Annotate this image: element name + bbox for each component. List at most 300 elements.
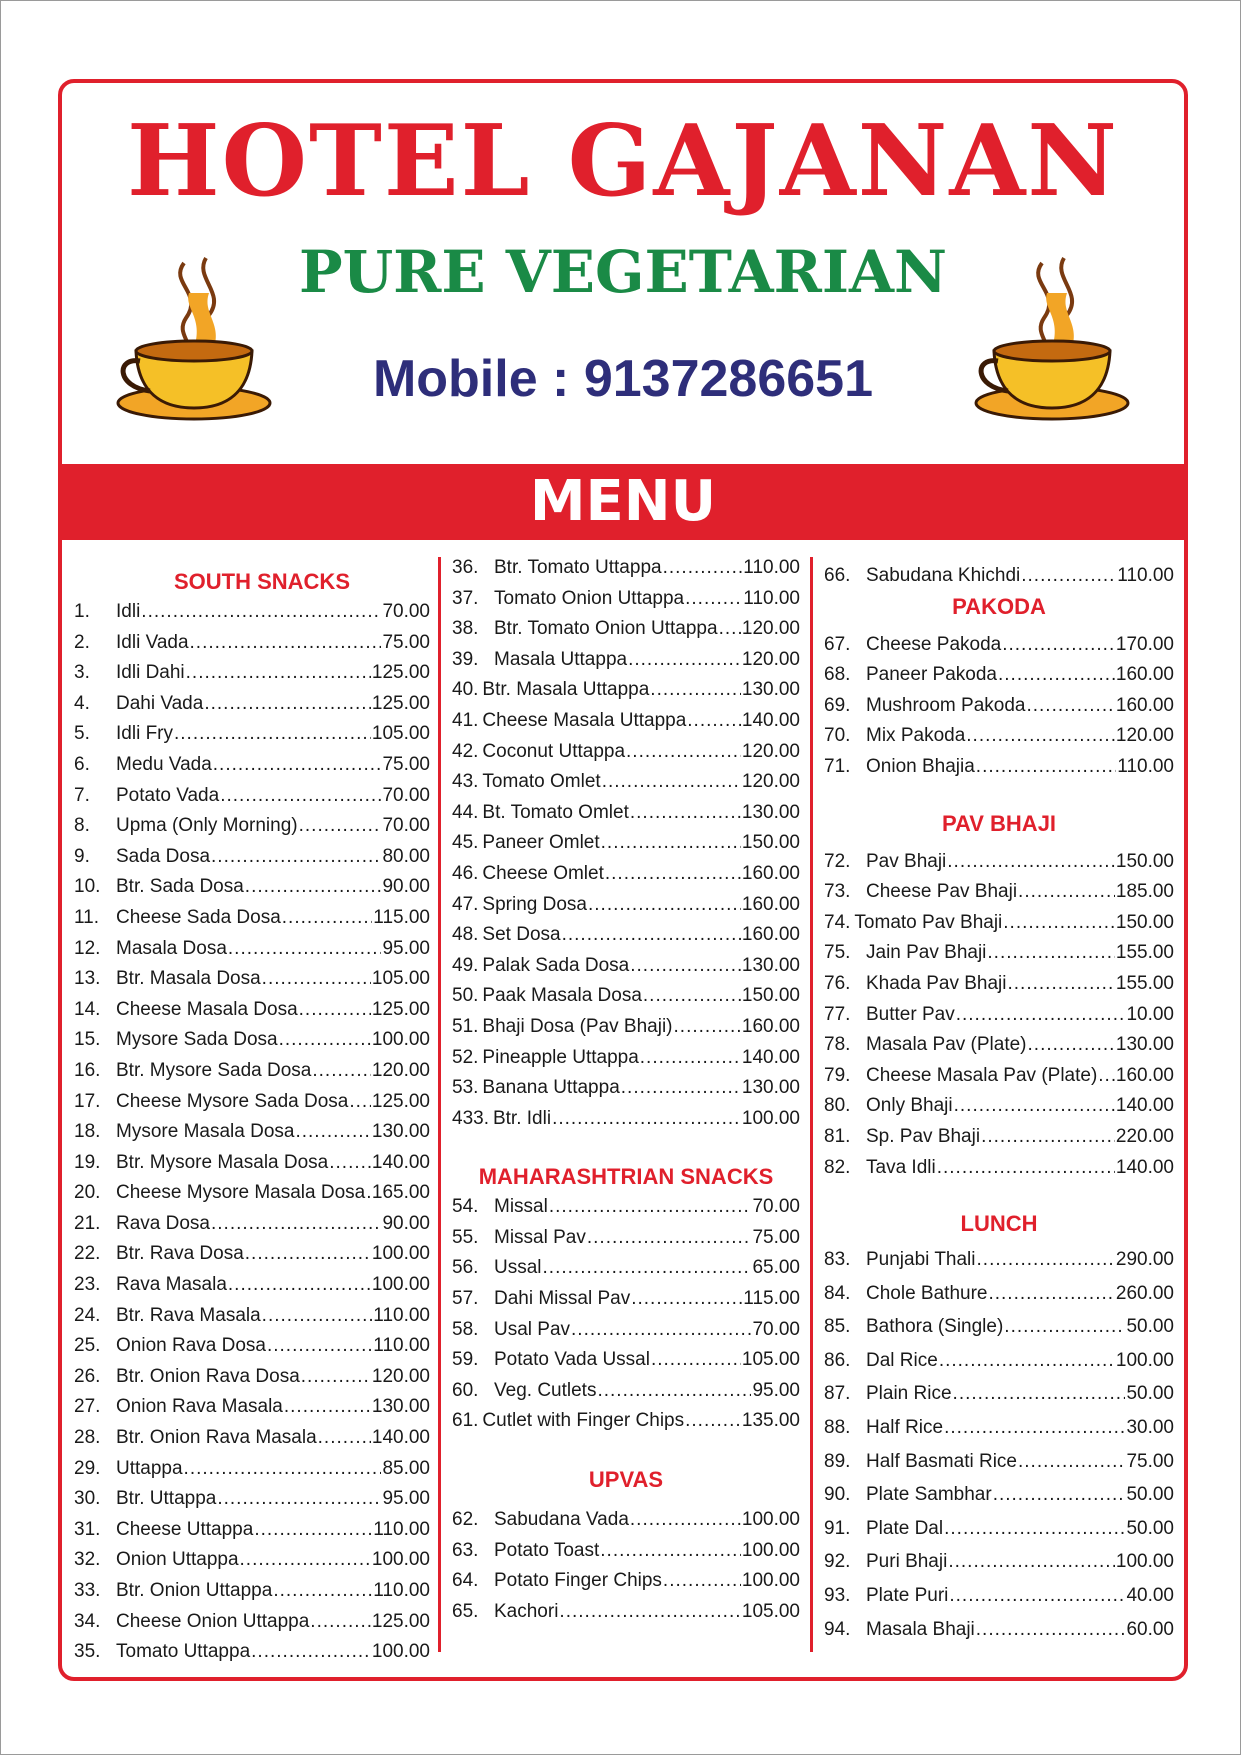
menu-item [452,1012,800,1043]
dot-leader [953,1377,1126,1411]
item-price: 130.00 [741,801,800,823]
item-price: 125.00 [371,692,430,714]
item-name: Tomato Onion Uttappa [494,587,685,609]
dot-leader [600,1536,741,1567]
item-number: 93. [824,1585,851,1607]
item-name: Cheese Sada Dosa [116,906,281,928]
item-number: 56. [452,1257,479,1279]
item-name: Onion Uttappa [116,1549,239,1571]
menu-item [452,675,800,706]
menu-item [74,964,430,995]
item-price: 100.00 [371,1549,430,1571]
section-title-lunch: LUNCH [960,1211,1038,1237]
dot-leader [993,1478,1126,1512]
item-price: 50.00 [1126,1383,1174,1405]
dot-leader [602,767,741,798]
menu-item [452,1505,800,1536]
item-price: 130.00 [371,1121,430,1143]
item-name: Potato Vada [116,784,220,806]
item-name: Mushroom Pakoda [866,694,1026,716]
item-price: 135.00 [741,1410,800,1432]
menu-item [824,877,1174,908]
item-price: 150.00 [1115,911,1174,933]
south-snacks-list [74,597,430,1668]
menu-item [824,1030,1174,1061]
dot-leader [626,737,741,768]
item-number: 79. [824,1064,851,1086]
item-price: 110.00 [1117,565,1174,586]
item-name: Cheese Masala Uttappa [482,709,687,731]
item-number: 89. [824,1450,851,1472]
item-price: 100.00 [371,1029,430,1051]
item-number: 88. [824,1417,851,1439]
dot-leader [228,934,382,965]
item-price: 125.00 [371,662,430,684]
item-price: 95.00 [382,937,430,959]
menu-item [824,721,1174,752]
menu-item [824,1344,1174,1378]
menu-column-2 [452,553,800,1627]
item-name: Sada Dosa [116,845,211,867]
item-number: 46. [452,862,479,884]
item-name: Onion Rava Masala [116,1396,283,1418]
item-name: Veg. Cutlets [494,1379,597,1401]
item-number: 71. [824,755,851,777]
item-number: 22. [74,1243,101,1265]
dot-leader [549,1192,752,1223]
dot-leader [299,811,382,842]
dot-leader [349,1087,371,1118]
uttappa-list [452,553,800,1134]
item-price: 140.00 [1115,1156,1174,1178]
item-number: 35. [74,1641,101,1663]
dot-leader [981,1122,1115,1153]
item-price: 70.00 [752,1318,800,1340]
menu-item [74,628,430,659]
dot-leader [976,1613,1126,1647]
menu-item [452,798,800,829]
menu-item [74,1423,430,1454]
item-price: 130.00 [741,1077,800,1099]
item-number: 37. [452,587,479,609]
item-number: 10. [74,876,101,898]
item-name: Dahi Vada [116,692,204,714]
item-price: 100.00 [1115,1551,1174,1573]
item-number: 5. [74,723,90,745]
item-name: Btr. Idli [492,1107,552,1129]
item-number: 75. [824,942,851,964]
menu-item [824,1478,1174,1512]
item-number: 30. [74,1488,101,1510]
item-name: Btr. Uttappa [116,1488,217,1510]
item-name: Tomato Omlet [482,771,601,793]
menu-item [824,561,1174,592]
item-number: 23. [74,1274,101,1296]
item-price: 100.00 [1115,1349,1174,1371]
menu-column-3 [824,553,1174,1646]
item-price: 125.00 [371,1610,430,1632]
menu-item [824,1153,1174,1184]
menu-item [452,584,800,615]
menu-item [74,1392,430,1423]
menu-item [74,689,430,720]
dot-leader [552,1104,741,1135]
item-price: 160.00 [1115,1064,1174,1086]
section-title-pav-bhaji: PAV BHAJI [941,810,1057,836]
item-number: 47. [452,893,479,915]
menu-item [74,842,430,873]
item-name: Btr. Onion Rava Dosa [116,1365,300,1387]
item-number: 57. [452,1288,479,1310]
item-price: 120.00 [371,1365,430,1387]
section-title-south-snacks: SOUTH SNACKS [173,569,350,594]
item-number: 54. [452,1196,479,1218]
dot-leader [977,1243,1115,1277]
coffee-cup-icon [114,253,274,433]
item-name: Potato Toast [494,1539,600,1561]
item-name: Plate Dal [866,1517,944,1539]
dot-leader [240,1545,371,1576]
item-number: 53. [452,1077,479,1099]
item-number: 3. [74,662,90,684]
item-name: Sabudana Vada [494,1509,629,1531]
item-name: Medu Vada [116,753,212,775]
item-number: 52. [452,1046,479,1068]
item-name: Cheese Mysore Sada Dosa [116,1090,349,1112]
menu-item [74,1025,430,1056]
item-name: Idli Vada [116,631,189,653]
menu-item [74,1270,430,1301]
menu-item [452,553,800,584]
item-number: 83. [824,1249,851,1271]
dot-leader [184,1454,382,1485]
item-number: 81. [824,1125,851,1147]
menu-item [452,1315,800,1346]
item-name: Cheese Masala Dosa [116,998,298,1020]
item-price: 80.00 [382,845,430,867]
item-number: 32. [74,1549,101,1571]
dot-leader [571,1315,751,1346]
item-name: Chole Bathure [866,1282,988,1304]
dot-leader [1098,1061,1115,1092]
menu-item [824,908,1174,939]
dot-leader [976,752,1117,783]
menu-item [824,1445,1174,1479]
menu-item [452,706,800,737]
item-price: 140.00 [741,709,800,731]
item-number: 33. [74,1580,101,1601]
dot-leader [1026,691,1114,722]
item-name: Btr. Masala Uttappa [482,679,650,701]
pav-bhaji-list [824,847,1174,1184]
dot-leader [948,1545,1115,1579]
item-number: 13. [74,968,101,990]
item-price: 220.00 [1115,1125,1174,1147]
dot-leader [213,750,382,781]
item-price: 110.00 [743,587,800,609]
menu-item [824,691,1174,722]
item-number: 69. [824,694,851,716]
item-name: Cutlet with Finger Chips [482,1410,685,1432]
tagline: PURE VEGETARIAN [298,238,948,306]
menu-column-1 [74,553,430,1668]
menu-item [74,1178,430,1209]
item-name: Cheese Uttappa [116,1518,254,1540]
item-price: 150.00 [1115,850,1174,872]
menu-item [74,1545,430,1576]
item-price: 140.00 [1115,1095,1174,1117]
dot-leader [1004,1310,1125,1344]
dot-leader [174,719,371,750]
item-price: 100.00 [371,1243,430,1265]
menu-item [452,1597,800,1628]
dot-leader [310,1607,371,1638]
item-price: 120.00 [741,740,800,762]
item-price: 140.00 [741,1046,800,1068]
menu-item [452,1345,800,1376]
item-number: 49. [452,954,479,976]
item-number: 44. [452,801,479,823]
item-number: 43. [452,771,479,793]
item-price: 105.00 [741,1349,800,1371]
item-number: 15. [74,1029,101,1051]
item-name: Dahi Missal Pav [494,1288,631,1310]
item-number: 31. [74,1518,101,1540]
menu-item [824,1613,1174,1647]
item-name: Idli [116,601,141,622]
menu-item [452,1223,800,1254]
item-number: 77. [824,1003,851,1025]
dot-leader [944,1411,1125,1445]
menu-item [74,1515,430,1546]
dot-leader [1018,1445,1125,1479]
item-name: Masala Uttappa [494,648,628,670]
item-price: 260.00 [1115,1282,1174,1304]
item-price: 110.00 [373,1304,430,1326]
item-number: 4. [74,692,90,714]
item-name: Coconut Uttappa [482,740,626,762]
dot-leader [949,1579,1125,1613]
item-name: Potato Vada Ussal [494,1349,650,1371]
menu-item [824,1545,1174,1579]
item-price: 70.00 [752,1196,800,1218]
item-name: Btr. Onion Rava Masala [116,1427,317,1449]
item-number: 7. [74,784,90,806]
dot-leader [685,584,742,615]
dot-leader [966,721,1115,752]
item-price: 120.00 [1115,725,1174,747]
item-name: Punjabi Thali [866,1249,976,1271]
item-number: 433. [452,1107,489,1129]
item-number: 80. [824,1095,851,1117]
item-name: Onion Rava Dosa [116,1335,266,1357]
item-number: 91. [824,1517,851,1539]
dot-leader [211,1209,381,1240]
menu-item [74,1209,430,1240]
item-price: 110.00 [373,1518,430,1540]
section-title-upvas: UPVAS [588,1467,664,1493]
item-number: 17. [74,1090,101,1112]
item-number: 84. [824,1282,851,1304]
dot-leader [251,1637,371,1668]
item-price: 75.00 [382,631,430,653]
menu-item [74,1056,430,1087]
dot-leader [254,1515,372,1546]
menu-item [824,660,1174,691]
item-number: 41. [452,709,479,731]
dot-leader [245,1239,371,1270]
item-name: Ussal [494,1257,542,1279]
item-number: 8. [74,815,90,837]
item-name: Tomato Pav Bhaji [854,911,1003,933]
item-price: 65.00 [752,1257,800,1279]
menu-item [74,1484,430,1515]
item-price: 40.00 [1126,1585,1174,1607]
dot-leader [1003,908,1115,939]
dot-leader [954,1091,1115,1122]
item-name: Kachori [494,1600,559,1622]
dot-leader [211,842,381,873]
menu-item [74,1301,430,1332]
item-number: 86. [824,1349,851,1371]
dot-leader [998,660,1115,691]
dot-leader [630,951,741,982]
item-price: 110.00 [743,557,800,578]
menu-item [824,938,1174,969]
item-price: 75.00 [382,753,430,775]
item-name: Potato Finger Chips [494,1570,662,1592]
menu-item [74,934,430,965]
item-name: Set Dosa [482,924,561,946]
menu-item [452,1253,800,1284]
item-price: 170.00 [1115,633,1174,655]
item-name: Paak Masala Dosa [482,985,642,1007]
item-number: 51. [452,1015,479,1037]
menu-item [824,1243,1174,1277]
menu-item [824,1000,1174,1031]
menu-item [452,645,800,676]
menu-item [452,1104,800,1135]
dot-leader [947,847,1115,878]
dot-leader [282,903,373,934]
menu-item [824,1061,1174,1092]
item-number: 24. [74,1304,101,1326]
item-number: 72. [824,850,851,872]
menu-item [452,1284,800,1315]
item-price: 100.00 [371,1641,430,1663]
item-price: 155.00 [1115,972,1174,994]
dot-leader [597,1376,751,1407]
item-number: 38. [452,618,479,640]
dot-leader [631,1284,742,1315]
menu-item [824,1277,1174,1311]
dot-leader [1028,1030,1115,1061]
dot-leader [685,1406,741,1437]
item-name: Puri Bhaji [866,1551,948,1573]
item-price: 70.00 [382,815,430,837]
lunch-list [824,1243,1174,1646]
item-number: 28. [74,1427,101,1449]
item-price: 110.00 [373,1335,430,1357]
item-price: 130.00 [741,679,800,701]
dot-leader [262,964,371,995]
item-name: Btr. Tomato Uttappa [494,557,662,578]
menu-item [74,658,430,689]
item-number: 27. [74,1396,101,1418]
item-price: 10.00 [1126,1003,1174,1025]
item-price: 30.00 [1126,1417,1174,1439]
item-price: 150.00 [741,985,800,1007]
dot-leader [674,1012,741,1043]
item-price: 160.00 [1115,694,1174,716]
menu-item [74,1239,430,1270]
menu-item [452,1566,800,1597]
item-name: Cheese Masala Pav (Plate) [866,1064,1098,1086]
item-price: 75.00 [752,1226,800,1248]
menu-item [824,752,1174,783]
item-name: Khada Pav Bhaji [866,972,1007,994]
dot-leader [228,1270,371,1301]
item-name: Missal [494,1196,548,1218]
item-name: Btr. Onion Uttappa [116,1580,273,1601]
item-price: 125.00 [371,1090,430,1112]
menu-item [74,903,430,934]
item-number: 59. [452,1349,479,1371]
item-number: 64. [452,1570,479,1592]
menu-item [74,719,430,750]
dot-leader [204,689,371,720]
item-price: 100.00 [741,1570,800,1592]
menu-item [452,828,800,859]
item-number: 14. [74,998,101,1020]
item-price: 120.00 [371,1059,430,1081]
menu-item [824,1310,1174,1344]
menu-card [58,79,1188,1681]
item-name: Spring Dosa [482,893,587,915]
dot-leader [562,920,741,951]
item-number: 63. [452,1539,479,1561]
dot-leader [937,1153,1115,1184]
item-name: Sp. Pav Bhaji [866,1125,981,1147]
dot-leader [559,1597,740,1628]
item-number: 50. [452,985,479,1007]
dot-leader [190,628,382,659]
dot-leader [587,1223,752,1254]
item-number: 21. [74,1212,101,1234]
item-price: 115.00 [373,906,430,928]
dot-leader [663,1566,741,1597]
item-name: Btr. Masala Dosa [116,968,261,990]
dot-leader [987,938,1114,969]
dot-leader [630,1505,741,1536]
item-price: 110.00 [1117,755,1174,777]
item-number: 73. [824,881,851,903]
column-divider [438,557,441,1652]
item-name: Cheese Pav Bhaji [866,881,1018,903]
dot-leader [284,1392,371,1423]
dot-leader [663,553,743,584]
item-price: 150.00 [741,832,800,854]
item-name: Btr. Mysore Masala Dosa [116,1151,329,1173]
item-price: 165.00 [371,1182,430,1204]
item-price: 90.00 [382,1212,430,1234]
section-title-maharashtrian: MAHARASHTRIAN SNACKS [478,1164,774,1190]
dot-leader [956,1000,1126,1031]
menu-item [74,1117,430,1148]
item-price: 120.00 [741,771,800,793]
dot-leader [651,1345,741,1376]
dot-leader [318,1423,371,1454]
